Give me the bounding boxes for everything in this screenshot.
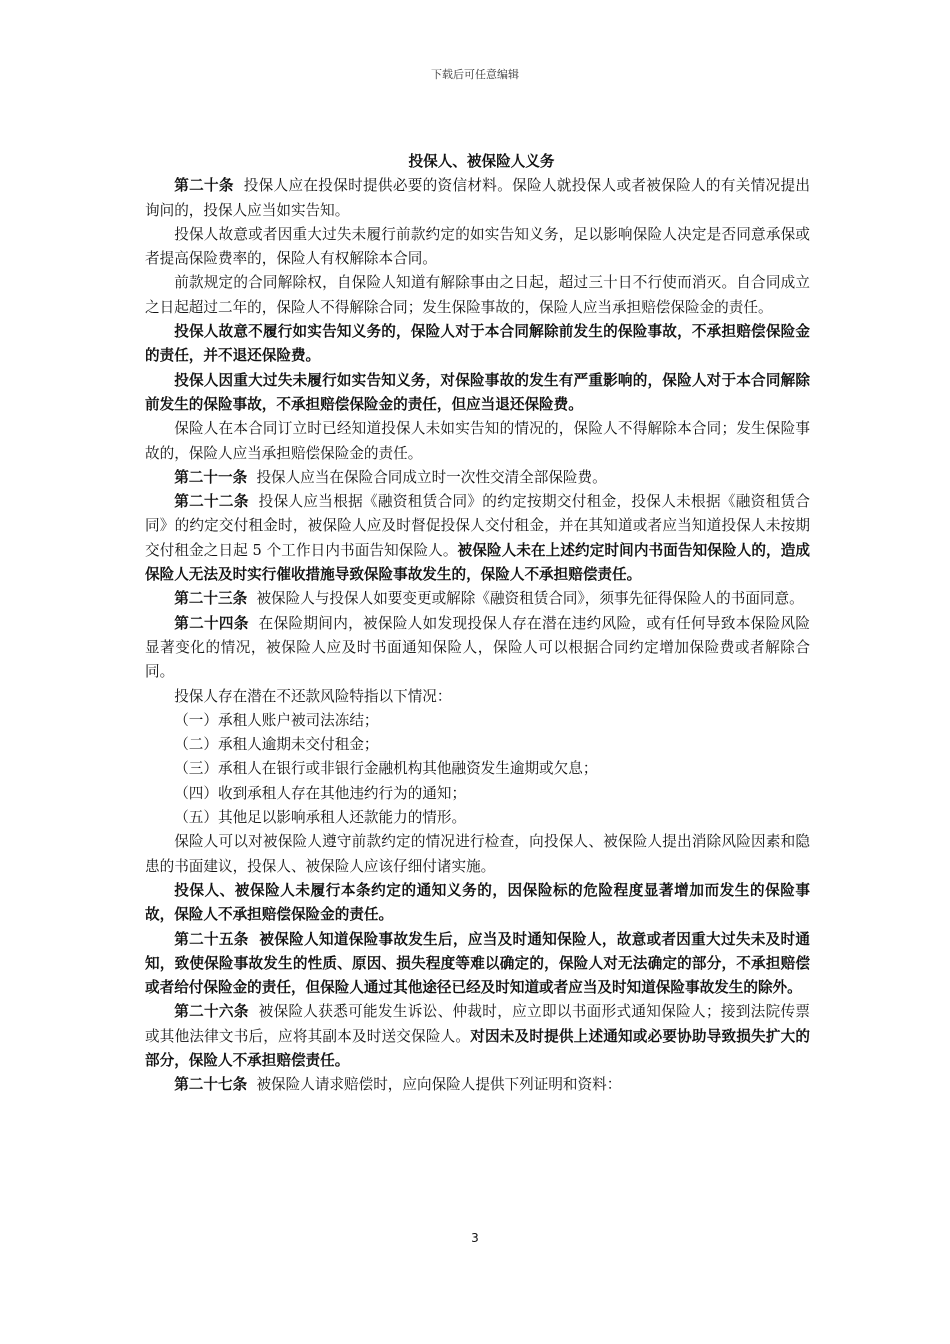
bold-clause: 投保人、被保险人未履行本条约定的通知义务的，因保险标的危险程度显著增加而发生的保险事故，保险人不承担赔偿保险金的责任。 — [145, 881, 810, 924]
paragraph-text: 保险人在本合同订立时已经知道投保人未如实告知的情况的，保险人不得解除本合同；发生保险事故的，保险人应当承担赔偿保险金的责任。 — [145, 420, 810, 462]
paragraph — [145, 490, 810, 587]
list-item — [145, 782, 810, 806]
paragraph-text: 投保人应当在保险合同成立时一次性交清全部保险费。 — [247, 468, 607, 486]
article-number: 第二十二条 — [174, 493, 249, 511]
paragraph — [145, 830, 810, 879]
paragraph-text: 投保人应在投保时提供必要的资信材料。保险人就投保人或者被保险人的有关情况提出询问的，投保人应当如实告知。 — [145, 177, 810, 219]
paragraph-text: 被保险人与投保人如要变更或解除《融资租赁合同》，须事先征得保险人的书面同意。 — [247, 590, 804, 608]
article-number: 第二十三条 — [174, 590, 248, 608]
article-number: 第二十七条 — [174, 1076, 248, 1094]
paragraph — [145, 466, 810, 490]
paragraph-text: 投保人故意或者因重大过失未履行前款约定的如实告知义务，足以影响保险人决定是否同意承保或者提高保险费率的，保险人有权解除本合同。 — [145, 225, 810, 268]
section-title: 投保人、被保险人义务 — [408, 153, 555, 170]
article-number: 第二十四条 — [174, 614, 249, 632]
bold-clause: 对因未及时提供上述通知或必要协助导致损失扩大的部分，保险人不承担赔偿责任。 — [145, 1027, 810, 1069]
paragraph-text: （三）承租人在银行或非银行金融机构其他融资发生逾期或欠息； — [174, 760, 598, 778]
bold-clause: 被保险人知道保险事故发生后，应当及时通知保险人，故意或者因重大过失未及时通知，致使保险事故发生的性质、原因、损失程度等难以确定的，保险人对无法确定的部分，不承担赔偿或者给付保险金的责任，但保险人通过其他途径已经及时知道或者应当及时知道保险事故发生的除外。 — [145, 930, 810, 997]
paragraph — [145, 223, 810, 272]
paragraph — [145, 879, 810, 928]
paragraph — [145, 174, 810, 223]
page-header: 下载后可任意编辑 — [431, 68, 519, 81]
paragraph-text: （四）收到承租人存在其他违约行为的通知； — [174, 784, 467, 802]
bold-clause: 投保人故意不履行如实告知义务的，保险人对于本合同解除前发生的保险事故，不承担赔偿保险金的责任，并不退还保险费。 — [145, 323, 810, 365]
bold-clause: 投保人因重大过失未履行如实告知义务，对保险事故的发生有严重影响的，保险人对于本合同解除前发生的保险事故，不承担赔偿保险金的责任，但应当退还保险费。 — [145, 371, 810, 413]
article-number: 第二十条 — [174, 177, 234, 195]
article-number: 第二十五条 — [174, 930, 249, 948]
document-body — [145, 150, 810, 1098]
article-number: 第二十六条 — [174, 1003, 249, 1021]
paragraph-text: （五）其他足以影响承租人还款能力的情形。 — [174, 809, 467, 827]
paragraph — [145, 612, 810, 685]
paragraph-text: 保险人可以对被保险人遵守前款约定的情况进行检查，向投保人、被保险人提出消除风险因素和隐患的书面建议，投保人、被保险人应该仔细付诸实施。 — [145, 833, 810, 875]
list-item — [145, 709, 810, 733]
page-number: 3 — [471, 1231, 479, 1245]
paragraph-text: 前款规定的合同解除权，自保险人知道有解除事由之日起，超过三十日不行使而消灭。自合同成立之日起超过二年的，保险人不得解除合同；发生保险事故的，保险人应当承担赔偿保险金的责任。 — [145, 274, 810, 316]
paragraph-text: 被保险人请求赔偿时，应向保险人提供下列证明和资料： — [247, 1076, 622, 1094]
paragraph — [145, 928, 810, 1001]
paragraph — [145, 1000, 810, 1073]
list-item — [145, 733, 810, 757]
article-number: 第二十一条 — [174, 468, 248, 486]
paragraph — [145, 685, 810, 709]
paragraph — [145, 369, 810, 418]
list-item — [145, 757, 810, 781]
paragraph-text: 投保人存在潜在不还款风险特指以下情况： — [174, 687, 452, 705]
paragraph-list — [145, 174, 810, 1097]
list-item — [145, 806, 810, 830]
paragraph — [145, 1073, 810, 1097]
bold-clause: 被保险人未在上述约定时间内书面告知保险人的，造成保险人无法及时实行催收措施导致保险事故发生的，保险人不承担赔偿责任。 — [145, 541, 810, 584]
paragraph — [145, 271, 810, 320]
paragraph-text: （一）承租人账户被司法冻结； — [174, 711, 379, 729]
paragraph-text: （二）承租人逾期未交付租金； — [174, 736, 379, 754]
paragraph — [145, 417, 810, 466]
paragraph-text: 被保险人获悉可能发生诉讼、仲裁时，应立即以书面形式通知保险人；接到法院传票或其他法律文书后，应将其副本及时送交保险人。 — [145, 1003, 810, 1045]
paragraph — [145, 587, 810, 611]
paragraph — [145, 320, 810, 369]
paragraph-text: 投保人应当根据《融资租赁合同》的约定按期交付租金，投保人未根据《融资租赁合同》的约定交付租金时，被保险人应及时督促投保人交付租金，并在其知道或者应当知道投保人未按期交付租金之日起 5 个工作日内书面告知保险人。 — [145, 493, 810, 559]
paragraph-text: 在保险期间内，被保险人如发现投保人存在潜在违约风险，或有任何导致本保险风险显著变化的情况，被保险人应及时书面通知保险人，保险人可以根据合同约定增加保险费或者解除合同。 — [145, 614, 810, 681]
